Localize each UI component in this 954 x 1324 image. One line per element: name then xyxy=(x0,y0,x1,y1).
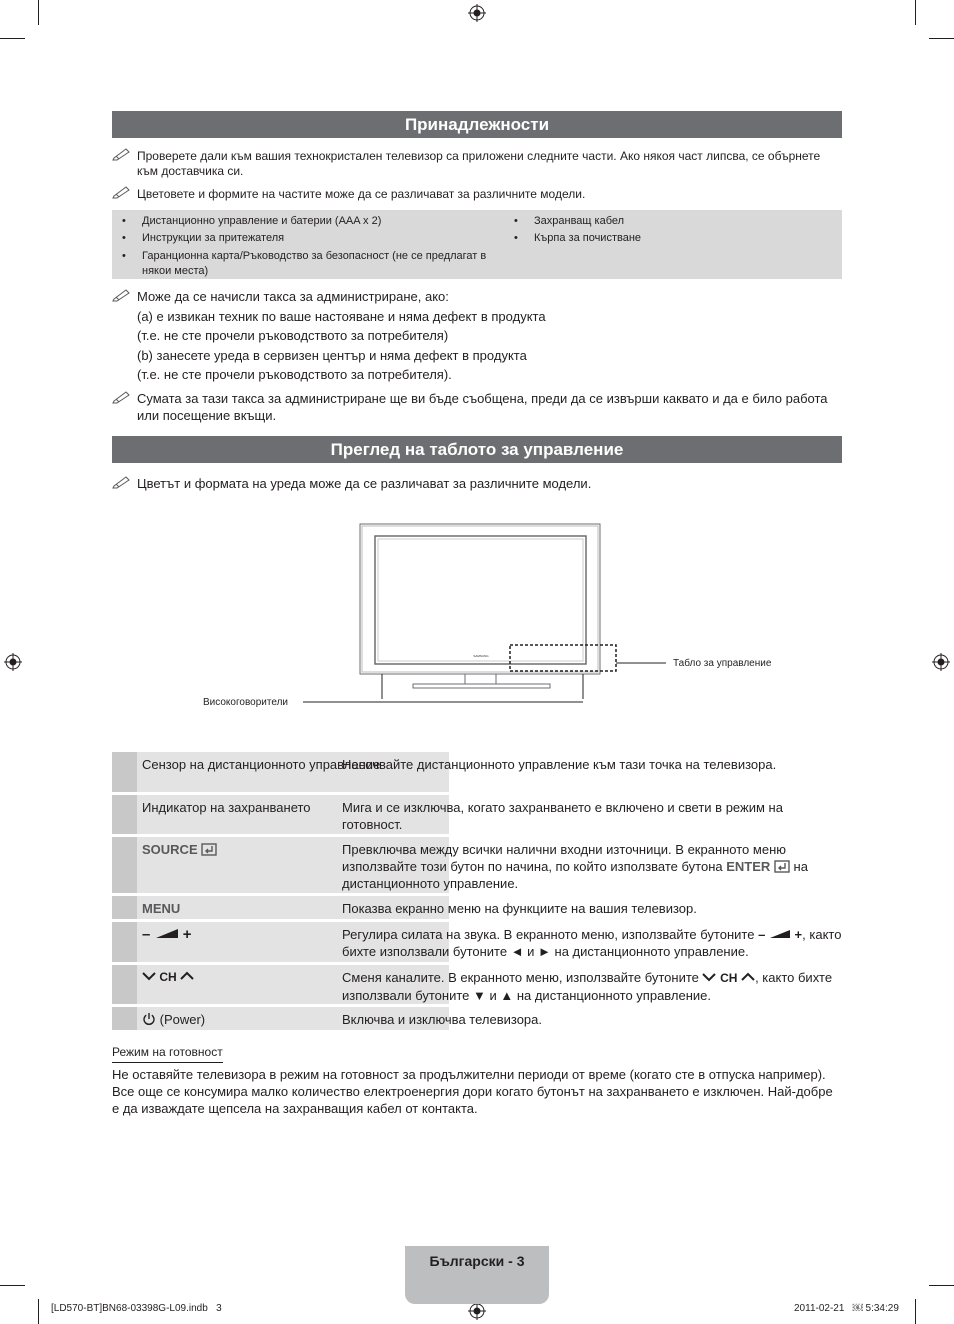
list-item: • Гаранционна карта/Ръководство за безопасност (не се предлагат в някои места) xyxy=(122,250,487,277)
source-enter-icon xyxy=(201,843,217,856)
table-row xyxy=(112,896,842,919)
callout-control-panel: Табло за управление xyxy=(673,658,772,669)
row-description: Превключва между всички налични входни източници. В екранното меню използвайте този бутон по начина, по който използвате бутона xyxy=(342,842,786,874)
chevron-down-icon xyxy=(142,971,156,981)
row-label: Сензор на дистанционното управление xyxy=(142,757,381,772)
row-description: на дистанционното управление. xyxy=(342,859,808,891)
crop-mark xyxy=(929,1285,954,1286)
row-description: Регулира силата на звука. В екранното меню, използвайте бутоните xyxy=(342,927,759,942)
fee-note-line: (b) занесете уреда в сервизен център и няма дефект в продукта xyxy=(137,347,527,363)
volume-minus-label: – xyxy=(142,926,151,943)
list-item: • Захранващ кабел xyxy=(514,215,625,227)
note-text: Цветът и формата на уреда може да се различават за различните модели. xyxy=(137,476,592,491)
chevron-down-icon xyxy=(702,972,716,982)
page-number: Български - 3 xyxy=(429,1253,525,1269)
file-info: [LD570-BT]BN68-03398G-L09.indb 3 xyxy=(51,1303,222,1314)
table-row: – + Регулира силата на звука. В екранното меню, използвайте бутоните – +, както бихте използвали бутоните ◄ и ► на дистанционното управление. xyxy=(112,922,842,962)
row-label: Индикатор на захранването xyxy=(142,800,311,815)
row-description: Включва и изключва телевизора. xyxy=(342,1012,542,1027)
pencil-note-icon xyxy=(112,288,132,302)
chevron-up-icon xyxy=(180,971,194,981)
table-row xyxy=(112,752,842,792)
pencil-note-icon xyxy=(112,147,132,161)
row-description: , както бихте използвали бутоните ▼ и ▲ на дистанционното управление. xyxy=(342,970,833,1003)
row-description: Насочвайте дистанционното управление към тази точка на телевизора. xyxy=(342,757,777,772)
registration-mark-icon xyxy=(4,653,22,671)
pencil-note-icon xyxy=(112,185,132,199)
standby-heading: Режим на готовност xyxy=(112,1045,223,1063)
channel-inline-label: CH xyxy=(720,971,738,985)
table-row xyxy=(112,837,842,893)
list-item: • Инструкции за притежателя xyxy=(122,232,285,244)
source-label: SOURCE xyxy=(142,842,198,857)
menu-label: MENU xyxy=(142,901,181,916)
fee-note-line: (т.е. не сте прочели ръководството за потребителя). xyxy=(137,367,452,382)
crop-mark xyxy=(0,1285,25,1286)
list-item: • Кърпа за почистване xyxy=(514,232,642,244)
date-info: 2011-02-21 ￼ 5:34:29 xyxy=(794,1303,899,1314)
pencil-note-icon xyxy=(112,390,132,404)
fee-note-line: (a) е извикан техник по ваше настояване и няма дефект в продукта xyxy=(137,308,546,324)
tv-illustration xyxy=(300,518,680,708)
enter-icon xyxy=(774,860,790,873)
fee-note-line: (т.е. не сте прочели ръководството за потребителя) xyxy=(137,328,449,343)
accessories-column-right xyxy=(514,213,834,247)
section-title-control-panel: Преглед на таблото за управление xyxy=(112,436,842,463)
row-description: Сменя каналите. В екранното меню, използвайте бутоните xyxy=(342,970,703,985)
fee-note-intro: Може да се начисли такса за администриране, ако: xyxy=(137,289,449,304)
crop-mark xyxy=(915,1299,916,1324)
enter-label: ENTER xyxy=(726,859,771,874)
accessories-list xyxy=(112,210,842,279)
crop-mark xyxy=(929,38,954,39)
crop-mark xyxy=(0,38,25,39)
table-row xyxy=(112,1007,842,1030)
standby-text: Не оставяйте телевизора в режим на готовност за продължителни периоди от време (когато сте в отпуска например). Все още се консумира малко количество електроенергия дори когато бутонът на захранването е изключен. Най-добре е да изваждате щепсела на захранващия кабел от контакта. xyxy=(112,1067,833,1116)
crop-mark xyxy=(915,0,916,25)
list-item: • Дистанционно управление и батерии (AAA x 2) xyxy=(122,215,382,227)
volume-icon xyxy=(769,929,791,939)
pencil-note-icon xyxy=(112,475,132,489)
registration-mark-icon xyxy=(932,653,950,671)
volume-icon xyxy=(155,928,179,939)
row-description: , както бихте използвали бутоните ◄ и ► на дистанционното управление. xyxy=(342,927,842,959)
registration-mark-icon xyxy=(468,4,486,22)
power-icon xyxy=(142,1012,156,1026)
table-row xyxy=(112,795,842,834)
row-description: Показва екранно меню на функциите на вашия телевизор. xyxy=(342,901,697,916)
row-description: Мига и се изключва, когато захранването е включено и свети в режим на готовност. xyxy=(342,800,783,832)
channel-label: CH xyxy=(159,970,177,984)
note-text: Проверете дали към вашия технокристален телевизор са приложени следните части. Ако някоя част липсва, се обърнете към доставчика си. xyxy=(137,149,821,178)
crop-mark xyxy=(38,1299,39,1324)
accessories-column-left xyxy=(122,213,507,279)
section-title-accessories: Принадлежности xyxy=(112,111,842,138)
registration-mark-icon xyxy=(468,1302,486,1320)
table-row xyxy=(112,965,842,1004)
chevron-up-icon xyxy=(741,972,755,982)
callout-speakers: Високоговорители xyxy=(203,697,288,708)
note-text: Цветовете и формите на частите може да се различават за различните модели. xyxy=(137,187,586,201)
volume-plus-label: + xyxy=(182,926,192,943)
note-text: Сумата за тази такса за администриране ще ви бъде съобщена, преди да се извърши каквато и да е било работа или посещение вкъщи. xyxy=(137,391,828,423)
crop-mark xyxy=(38,0,39,25)
tv-brand-logo: SAMSUNG xyxy=(473,654,489,658)
power-label: (Power) xyxy=(159,1012,206,1027)
